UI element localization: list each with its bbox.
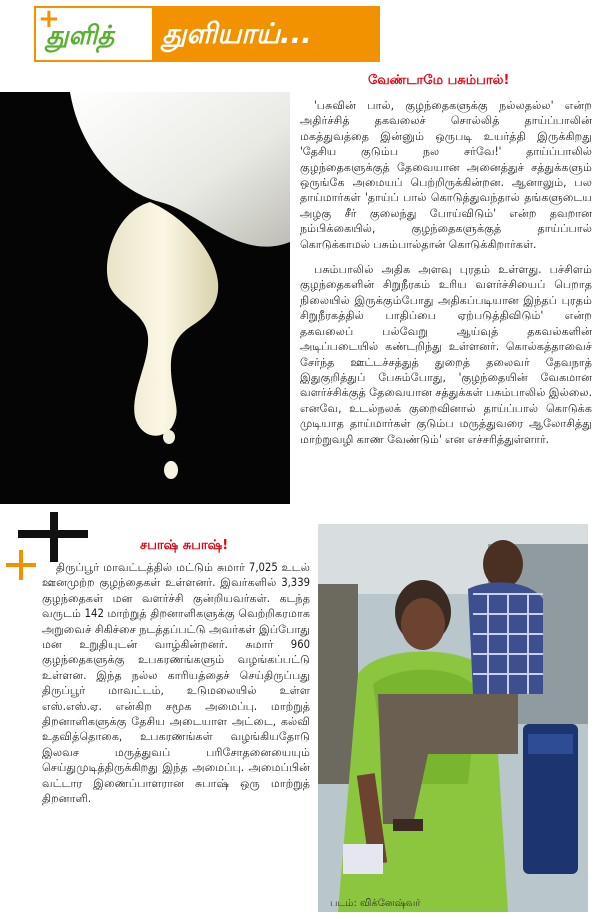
article1-body xyxy=(300,98,592,457)
masthead-right-box xyxy=(152,6,380,62)
masthead-word-2: துளியாய்... xyxy=(162,17,312,50)
article2-body xyxy=(42,560,310,817)
milk-bottle-illustration xyxy=(0,92,290,504)
photo-credit: படம்: விக்னேஷ்வர் xyxy=(330,898,421,909)
masthead-left-box xyxy=(34,6,154,62)
woman-carrying-child-photo xyxy=(318,524,588,912)
photo-illustration xyxy=(318,524,588,912)
plus-icon: + xyxy=(38,4,60,34)
article1-paragraph: பசும்பாலில் அதிக அளவு புரதம் உள்ளது. பச்சிளம் குழந்தைகளின் சிறுநீரகம் உரிய வளர்ச்சியைப் பெறாத நிலையில் இருக்கும்போது அதிகப்படியான இந்தப் புரதம் சிறுநீரகத்தில் பாதிப்பை ஏற்படுத்திவிடும்' என்ற தகவலைப் பல்வேறு ஆய்வுத் தகவல்களின் அடிப்படையில் கண்டறிந்து உள்ளனர். கொல்கத்தாவைச் சேர்ந்த ஊட்டச்சத்துத் துறைத் தலைவர் தேவநாத் இதுகுறித்துப் பேசும்போது, 'குழந்தையின் வேகமான வளர்ச்சிக்குத் தேவையான சத்துக்கள் பசும்பாலில் இல்லை. எனவே, உடல்நலக் குறைவினால் தாய்ப்பால் கொடுக்க முடியாத தாய்மார்கள் குடும்ப மருத்துவரை ஆலோசித்து மாற்றுவழி காண வேண்டும்' என எச்சரித்துள்ளார். xyxy=(300,263,592,446)
milk-bottle-image xyxy=(0,92,290,504)
masthead-word-1: துளித் xyxy=(46,21,115,51)
article2-heading: சபாஷ் சுபாஷ்! xyxy=(140,538,229,553)
article2-paragraph: திருப்பூர் மாவட்டத்தில் மட்டும் சுமார் 7,025 உடல் ஊனமுற்ற குழந்தைகள் உள்ளனர். இவர்களில் 3,339 குழந்தைகள் மன வளர்ச்சி குன்றியவர்கள். கடந்த வருடம் 142 மாற்றுத் திறனாளிகளுக்கு வெற்றிகரமாக அறுவைச் சிகிச்சை நடத்தப்பட்டு அவர்கள் இப்போது மன உறுதியுடன் வாழ்கின்றனர். சுமார் 960 குழந்தைகளுக்கு உபகரணங்களும் வழங்கப்பட்டு உள்ளன. இந்த நல்ல காரியத்தைச் செய்திருப்பது திருப்பூர் மாவட்டம், உடுமலையில் உள்ள எஸ்.எஸ்.ஏ. என்கிற சமூக அமைப்பு. மாற்றுத் திறனாளிகளுக்கு தேசிய அடையாள அட்டை, கல்வி உதவித்தொகை, உபகரணங்கள் வழங்கியதோடு இலவச மருத்துவப் பரிசோதனையையும் செய்துமுடித்திருக்கிறது இந்த அமைப்பு. அமைப்பின் வட்டார இணைப்பாளரான சுபாஷ் ஒரு மாற்றுத் திறனாளி. xyxy=(42,561,310,806)
article1-paragraph: 'பசுவின் பால், குழந்தைகளுக்கு நல்லதல்ல' என்ற அதிர்ச்சித் தகவலைச் சொல்லித் தாய்ப்பாலின் மகத்துவத்தை இன்னும் ஒருபடி உயர்த்தி இருக்கிறது 'தேசிய குடும்ப நல சர்வே!' தாய்ப்பாலில் குழந்தைகளுக்குத் தேவையான அனைத்துச் சத்துக்களும் ஒருங்கே அமையப் பெற்றிருக்கின்றன. ஆனாலும், பல தாய்மார்கள் 'தாய்ப் பால் கொடுத்துவந்தால் தங்களுடைய அழகு சீர் குலைந்து போய்விடும்' என்ற தவறான நம்பிக்கையில், குழந்தைகளுக்குத் தாய்ப்பால் கொடுக்காமல் பசும்பால்தான் கொடுக்கிறார்கள். xyxy=(300,99,592,251)
cross-decoration-orange xyxy=(6,550,36,580)
masthead xyxy=(34,6,380,62)
article1-heading: வேண்டாமே பசும்பால்! xyxy=(368,73,510,88)
